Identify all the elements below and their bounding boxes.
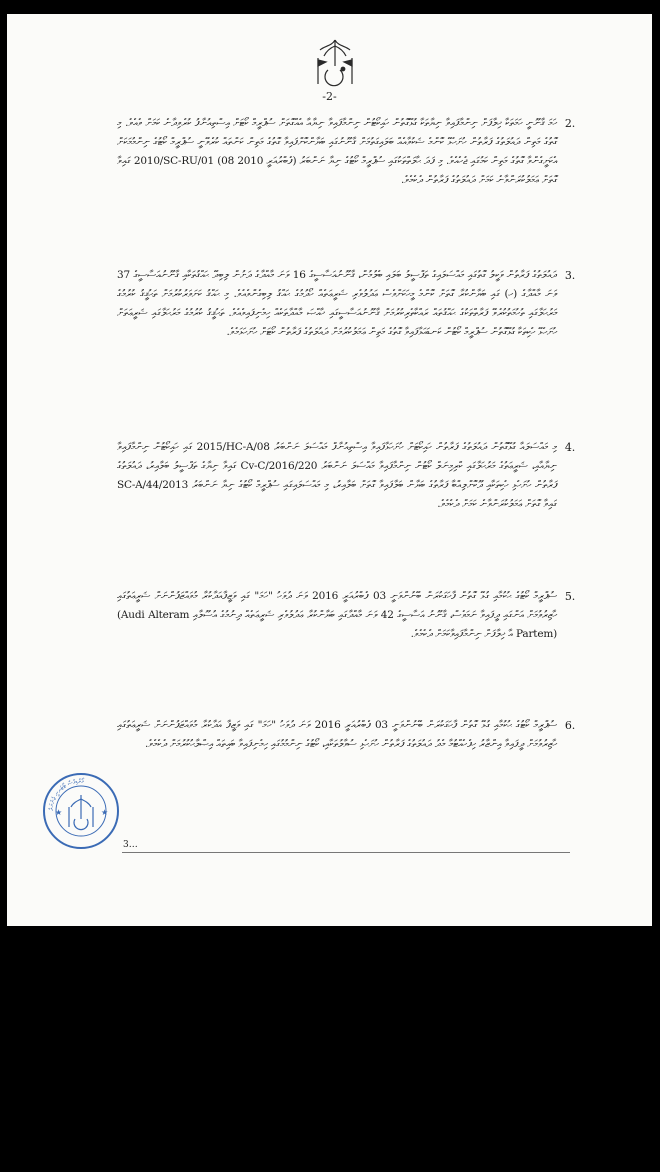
- case-reference: 2010/SC-RU/01 (08 ފެބްރުއަރީ 2010): [133, 155, 297, 167]
- footer-divider: [122, 852, 570, 853]
- paragraph-2: [117, 114, 575, 190]
- paragraph-text-continued: ގައިވާ ގޮތަށް ޢަމަލުކުރަންވާނެ ކަމަށް ދައުލަތުގެ ފަރާތުން ދެކެމެވެ.: [117, 155, 557, 186]
- continued-marker: 3…: [123, 840, 138, 850]
- paragraph-number: 6.: [564, 719, 575, 732]
- paragraph-5: [117, 587, 575, 644]
- seal-ring-text: މޯލްޑިވްސް ޓޯޓަރނީ ޖެނެރަލް: [47, 777, 84, 812]
- svg-text:★: ★: [55, 808, 63, 817]
- paragraph-4: [117, 438, 575, 514]
- svg-text:★: ★: [101, 808, 109, 817]
- paragraph-6: [117, 716, 575, 754]
- svg-text:މޯލްޑިވްސް ޓޯޓަރނީ ޖެނެރަލް: [48, 777, 85, 811]
- document-page: [7, 14, 652, 926]
- paragraph-text: ހަމަ ޤާނޫނީ ހަމަތަކާ ޚިލާފަށް ނިންމާފައިވާ ނިޔާތަކާ ގުޅޭގޮތުން ހައިކޯޓުން ނިންމާފައިވާ ނިޔާއާ އެއްގޮތަށް ސުޕްރީމް ކޯޓަށް އިސްތިއުނާފު ކުރެވިދާނެ ކަމަށް ވެއެވެ. މި ގޮތުގެ މަތިން ދައުލަތުގެ ފަރާތުން ހުށަހެޅޭ ކޮންމެ ޝަކުވާއެއް ބަލައިގަތުމަށް ޤާނޫނުގައި ބަޔާންކޮށްފައިވާ ގޮތުގެ މަތިން ކަންތައް ކުރެވޭނީ ސުޕްރީމް ކޯޓުގެ ނިންމުމަކަށް އެކަށީގެންވާ ގޮތުގެ މަތިން ކަމުގައި ޖެހެއެވެ. މި ފަދަ ޙާލަތްތަކުގައި ސުޕްރީމް ކޯޓުގެ ނިޔާ ނަންބަރު: [117, 117, 557, 167]
- paragraph-text: މި މައްސަލައާ ގުޅޭގޮތުން ދައުލަތުގެ ފަރާތުން ހައިކޯޓަށް ހުށަހަޅާފައިވާ އިސްތިއުނާފް މައްސަލަ ނަންބަރު: [274, 441, 558, 453]
- paragraph-number: 5.: [564, 590, 575, 603]
- page-number: -2-: [322, 90, 337, 103]
- paragraph-text-continued: ގައި ހައިކޯޓުން ނިންމާފައިވާ ނިޔާއާއި، ޝަރީޢަތުގެ މަރުޙަލާގައި ކްރިމިނަލް ކޯޓުން ނިންމާފައިވާ މައްސަލަ ނަންބަރު 220/Cv-C/2016 ގައިވާ ނިޔާގެ ތަފްސީލު ބަލާއިރު، ދައުލަތުގެ ފަރާތުން ހުށަހެޅި ހެކިތަކާއި ދޫކޮށްލިއްބާ ފަރާތުގެ ބަޔާން ބަލާފައިވާ ގޮތަށް ބަލާއިރު، މި މައްސަލައިގައި ސުޕްރީމް ކޯޓުގެ ނިޔާ ނަންބަރު 2013/SC-A/44 ގައިވާ ގޮތަށް ޢަމަލުކުރަންވާނެ ކަމަށް ދެކެމެވެ.: [117, 441, 557, 510]
- paragraph-text: ދައުލަތުގެ ފަރާތުން ވަކީލު ގޮތުގައި މައްސަލައިގެ ތަފްސީލު ބަލައި ބެލުމުން، ޤާނޫނުއަސާސީގެ 16 ވަނަ މާއްދާގެ ދަށުން ލިބިދޭ ޙައްޤުތަކާއި ޤާނޫނުއަސާސީގެ 37 ވަނަ މާއްދާގެ (ހ) ގައި ބަޔާންކުރާ ގޮތަށް ކޮންމެ މީހަކަށްވެސް ޢަދުލުވެރި ޝަރީޢަތެއް ހޯދުމުގެ ޙައްޤު ލިބިގެންވެއެވެ. މި ޙައްޤު ކަށަވަރުކުރުމަށް ތަޙުޤީޤު ކުރުމުގެ މަރުޙަލާގައި ތުހުމަތުކުރެވޭ ފަރާތްތަކުގެ ޙައްޤުތައް ރައްކާތެރިކުރުމަށް ޤާނޫނުއަސާސީގައި ޚާއްޞަ މާއްދާތަކެއް ހިމެނިފައިވެއެވެ. ތަޙުޤީޤު ކުރުމުގެ މަރުޙަލާގައި ޝަރީޢަތަށް ހުށަހެޅޭ ހެކިތަކާ ގުޅޭގޮތުން ސުޕްރީމް ކޯޓުން ކަނޑައަޅާފައިވާ ގޮތުގެ މަތިން ޢަމަލުކުރުމަށް ދައުލަތުގެ ފަރާތުން ކޯޓަށް ހުށަހަޅަމެވެ.: [117, 269, 557, 338]
- legal-principle: (Audi Alteram Partem): [117, 609, 557, 640]
- case-reference: 2015/HC-A/08: [196, 441, 270, 453]
- paragraph-number: 3.: [564, 269, 575, 282]
- state-emblem-icon: [312, 36, 358, 88]
- paragraph-number: 2.: [564, 117, 575, 130]
- paragraph-text-continued: އާ ޚިލާފަށް ނިންމާފައިވާކަމަށް ދެކެމެވެ.: [410, 628, 513, 640]
- official-seal-icon: [41, 771, 121, 851]
- paragraph-text: ސުޕްރީމް ކޯޓުގެ ޙުކުމާއި ގުޅޭ ގޮތުން ފާހަގަކުރަން ބޭނުންވަނީ 03 ފެބްރުއަރީ 2016 ވަނަ ދުވަހު "ހަމަ" ގައި ވަޒީފާއަދާކުރާ މުވައްޒަފުންނަށް ޝަރީޢަތުގައި ހާޒިރުވުމަށް އަންގައި ދީފައިވާ ނަމަވެސް، ޤާނޫނު އަސާސީގެ 42 ވަނަ މާއްދާގައި ބަޔާންކުރާ ޢަދުލުވެރި ޝަރީޢަތެއް ދިނުމުގެ އުސޫލާއި: [117, 590, 557, 621]
- paragraph-3: [117, 266, 575, 342]
- paragraph-text: ސުޕްރީމް ކޯޓުގެ ޙުކުމާއި ގުޅޭ ގޮތުން ފާހަގަކުރަން ބޭނުންވަނީ 03 ފެބްރުއަރީ 2016 ވަނަ ދުވަހު "ހަމަ" ގައި ވަޒީފާ އަދާކުރާ މުވައްޒަފުންނަށް ޝަރީޢަތުގައި ހާޒިރުވުމަށް ދީފައިވާ އިންޒާރު ހިފެހެއްޓުމާ މެދު ދައުލަތުގެ ފަރާތުން ހުށަހެޅި ސުވާލުތަކާއި، ކޯޓުގެ ނިންމުމުގައި ހިމެނިފައިވާ ބައިތައް އިޞްލާޙުކުރުމަށް ދެކެމެވެ.: [117, 719, 558, 750]
- paragraph-number: 4.: [564, 441, 575, 454]
